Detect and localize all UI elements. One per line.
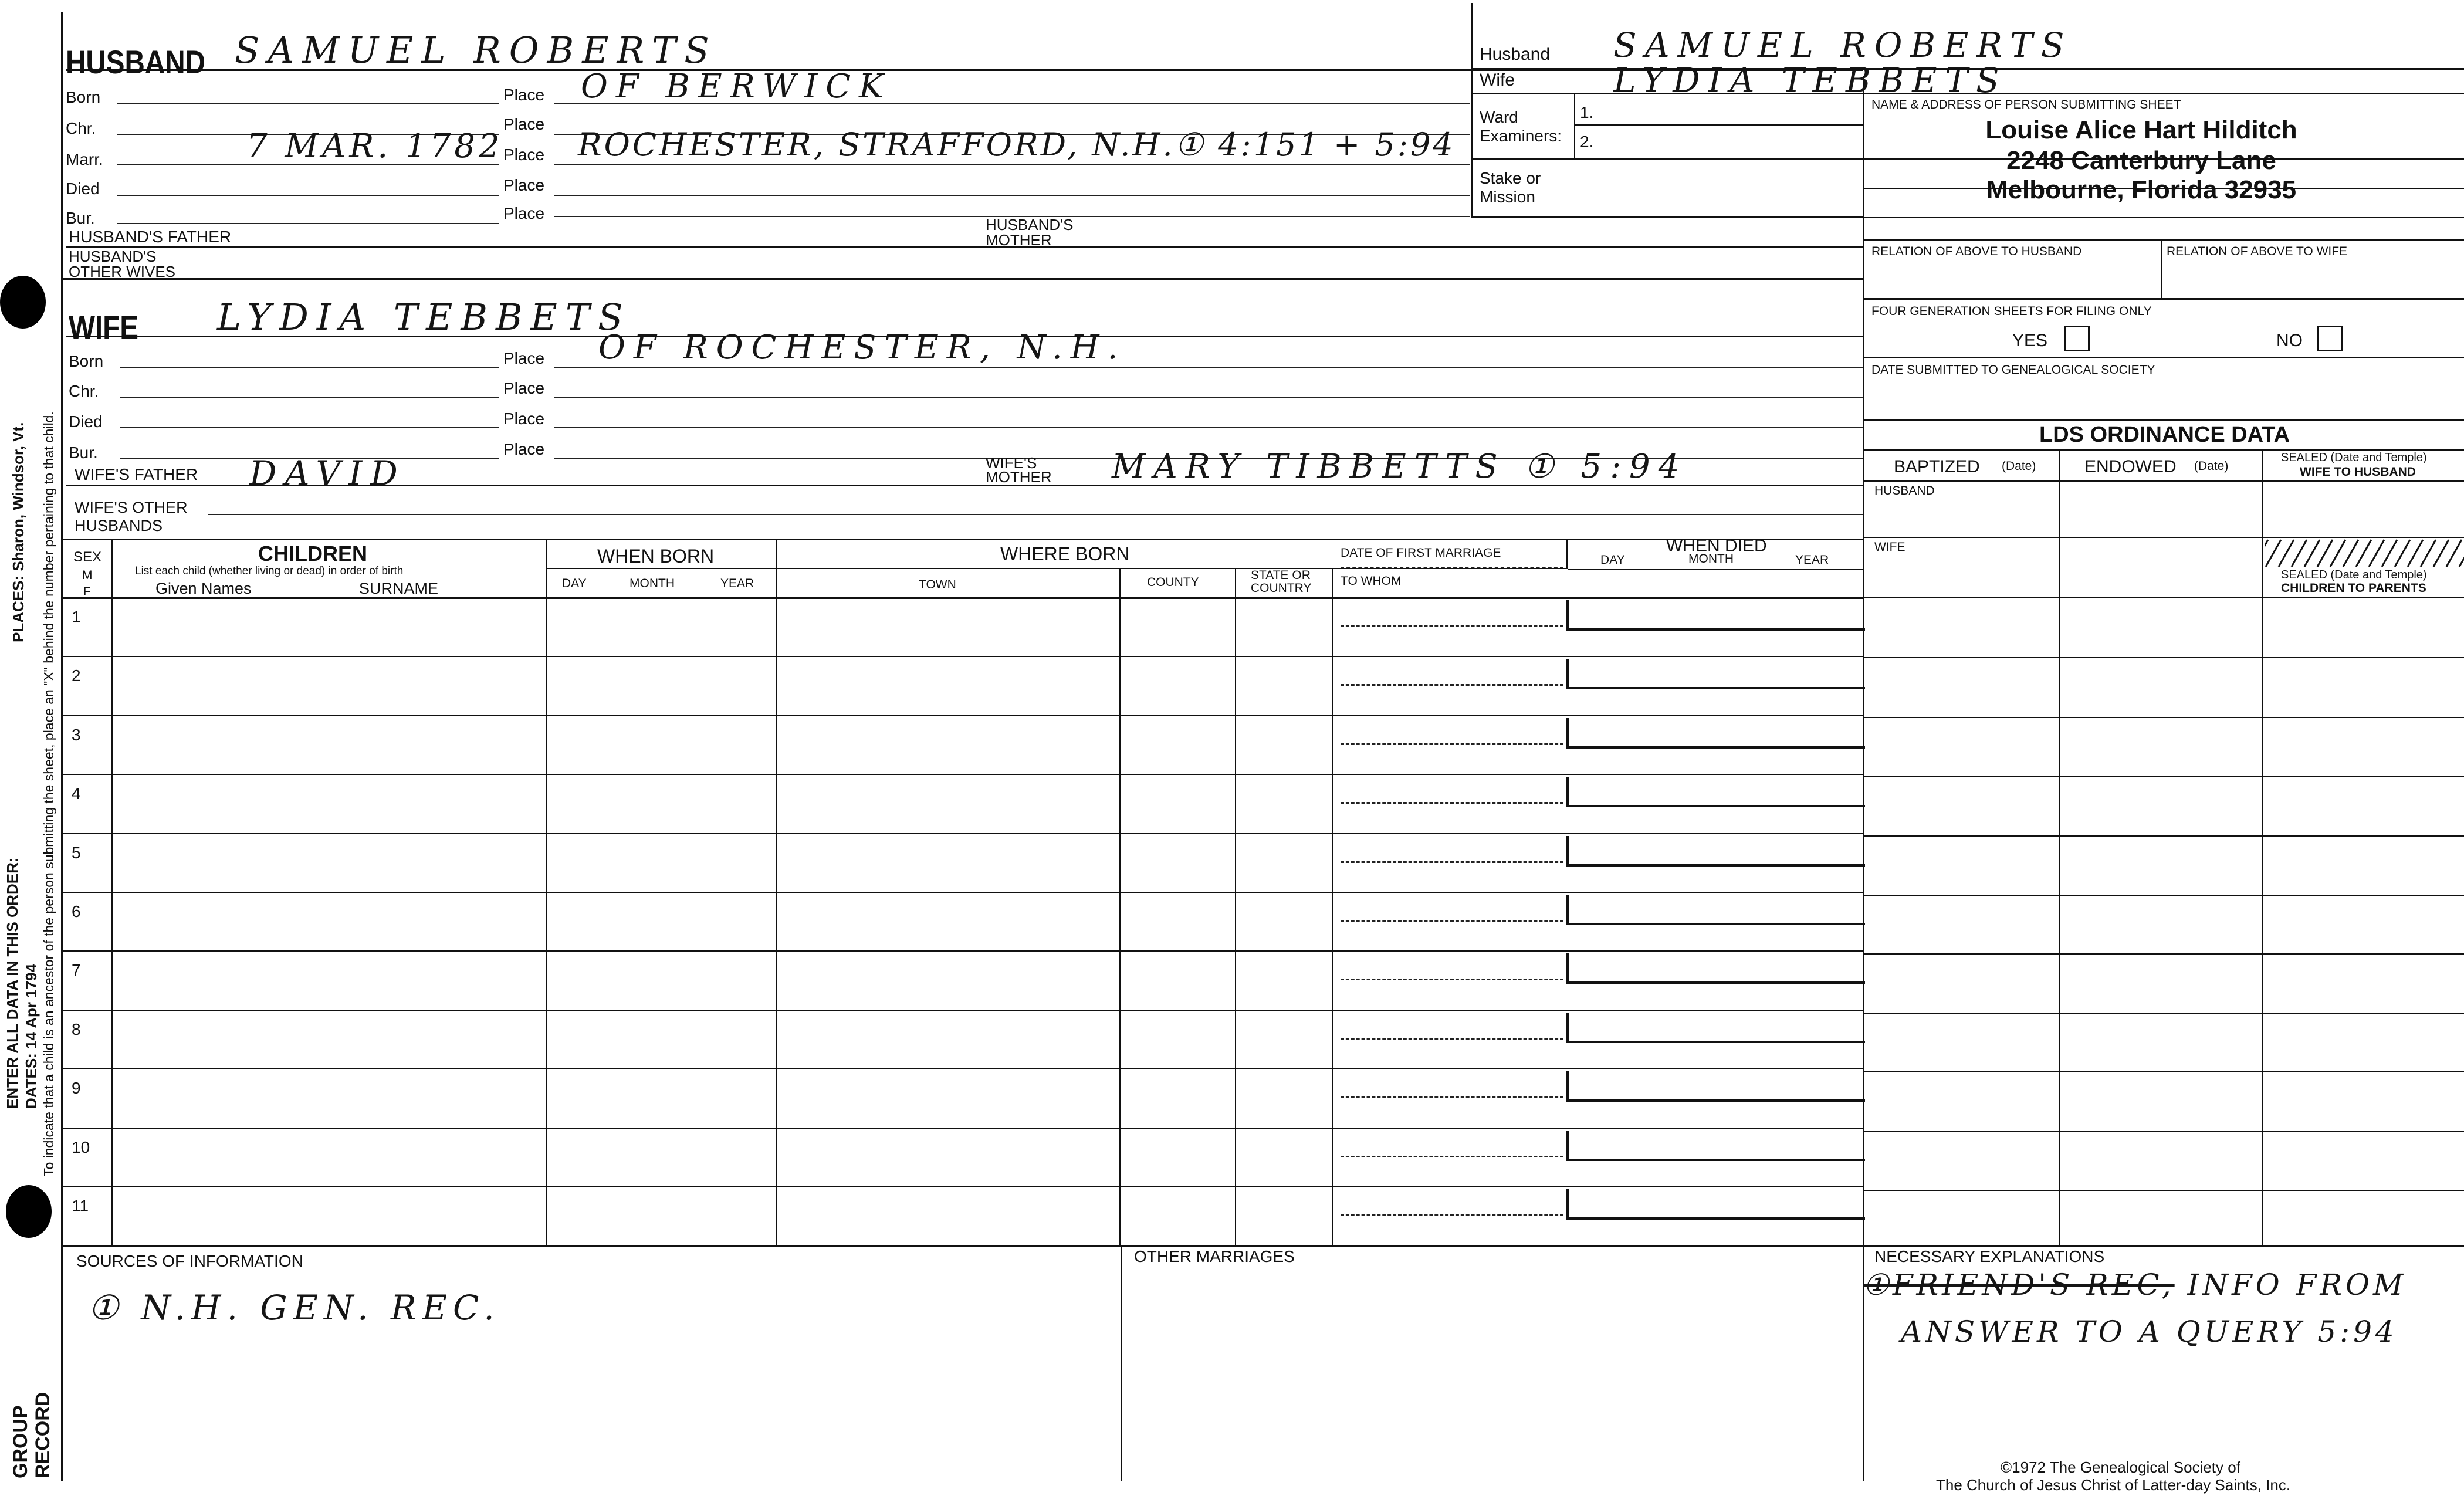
when-died-title: WHEN DIED (1666, 536, 1767, 556)
hatch-stroke (2421, 540, 2436, 567)
child-row-divider (61, 892, 1863, 893)
hatch-stroke (2279, 540, 2294, 567)
hatch-stroke (2382, 540, 2397, 567)
hatch-stroke (2330, 540, 2345, 567)
stake-label-2: Mission (1480, 188, 1535, 206)
husband-marr-place-line (554, 164, 1470, 165)
child-row-divider (61, 833, 1863, 834)
sex-m: M (82, 568, 93, 582)
husband-died-place-label: Place (503, 176, 545, 194)
hatch-stroke (2395, 540, 2410, 567)
died-year: YEAR (1795, 553, 1829, 567)
where-town: TOWN (919, 578, 956, 591)
header-wife-top-line (1471, 68, 2464, 70)
husband-born-place-label: Place (503, 86, 545, 104)
lds-header-bottom (1863, 480, 2464, 482)
husband-title: HUSBAND (66, 43, 205, 80)
sex-f: F (83, 585, 91, 598)
child-row-number: 4 (72, 784, 81, 803)
lds-sealed-children-2: CHILDREN TO PARENTS (2281, 581, 2426, 595)
yes-checkbox[interactable] (2064, 326, 2090, 351)
child-row-number: 6 (72, 902, 81, 920)
relation-divider (2161, 239, 2162, 299)
wife-chr-line (120, 397, 499, 398)
child-marriage-dash (1341, 743, 1563, 745)
wife-father-name: DAVID (249, 453, 406, 493)
relation-husband-label: RELATION OF ABOVE TO HUSBAND (1871, 245, 2082, 258)
margin-dates: DATES: 14 Apr 1794 (22, 963, 40, 1109)
wife-born-place-label: Place (503, 349, 545, 367)
examiner-2: 2. (1580, 133, 1594, 151)
child-row-divider (61, 715, 1863, 716)
wife-died-line (120, 427, 499, 428)
where-born-title: WHERE BORN (1000, 543, 1130, 564)
sources-label: SOURCES OF INFORMATION (76, 1252, 303, 1270)
child-marriage-dash (1341, 920, 1563, 922)
lds-row-divider (1863, 1013, 2464, 1014)
husband-mother-label-2: MOTHER (986, 231, 1052, 249)
first-marriage-label: DATE OF FIRST MARRIAGE (1341, 546, 1501, 560)
children-title: CHILDREN (258, 541, 367, 566)
header-husband-label: Husband (1480, 45, 1551, 64)
child-row-number: 8 (72, 1020, 81, 1038)
explanation-line-1 (1863, 1268, 2407, 1302)
header-wife-line (1471, 93, 2464, 94)
copyright-2: The Church of Jesus Christ of Latter-day Saints, Inc. (1936, 1476, 2291, 1494)
child-row-number: 1 (72, 608, 81, 626)
child-died-bracket (1566, 953, 1865, 984)
children-died-col (1566, 539, 1568, 569)
lds-baptized: BAPTIZED (1894, 457, 1980, 476)
lds-sealed-2: WIFE TO HUSBAND (2300, 465, 2416, 479)
wife-other-husbands-line (208, 514, 1863, 515)
lds-hatch (2265, 539, 2464, 568)
wife-born-label: Born (69, 352, 104, 370)
wife-born-place: OF ROCHESTER, N.H. (598, 329, 1126, 367)
where-county: COUNTY (1147, 576, 1199, 589)
child-row-number: 2 (72, 666, 81, 685)
lds-row-divider (1863, 717, 2464, 718)
wife-mother-label-2: MOTHER (986, 468, 1052, 486)
wife-other-husbands-2: HUSBANDS (75, 517, 163, 534)
submitter-guide-2 (1863, 188, 2464, 189)
husband-mother-label-1: HUSBAND'S (986, 216, 1074, 233)
husband-marr-place-label: Place (503, 145, 545, 164)
lds-husband-bottom (1863, 537, 2464, 538)
margin-places: PLACES: Sharon, Windsor, Vt. (9, 422, 27, 642)
lds-row-divider (1863, 776, 2464, 777)
husband-bur-label: Bur. (66, 209, 95, 227)
child-row-divider (61, 1068, 1863, 1069)
relation-bottom (1863, 298, 2464, 300)
relation-wife-label: RELATION OF ABOVE TO WIFE (2167, 245, 2348, 258)
lds-wife-label: WIFE (1874, 540, 1905, 554)
husband-bur-place-label: Place (503, 204, 545, 222)
born-day: DAY (562, 577, 587, 590)
husband-other-wives-1: HUSBAND'S (69, 248, 157, 265)
child-marriage-dash (1341, 1038, 1563, 1040)
husband-bur-line (117, 223, 499, 224)
child-died-bracket (1566, 836, 1865, 867)
lds-baptized-date: (Date) (2002, 459, 2036, 473)
where-state-2: COUNTRY (1251, 581, 1312, 595)
punch-hole-top (0, 276, 46, 329)
children-state-col (1332, 568, 1333, 1245)
husband-chr-label: Chr. (66, 119, 96, 137)
husband-name: SAMUEL ROBERTS (235, 29, 717, 72)
child-marriage-dash (1341, 625, 1563, 627)
submitter-name: Louise Alice Hart Hilditch (1985, 116, 2297, 144)
wife-born-place-line (554, 367, 1863, 368)
wife-title: WIFE (69, 309, 138, 346)
husband-marr-label: Marr. (66, 150, 103, 168)
children-surname: SURNAME (359, 580, 439, 597)
wife-chr-label: Chr. (69, 382, 99, 400)
punch-hole-bottom (6, 1185, 52, 1238)
submitter-guide-3 (1863, 217, 2464, 218)
wife-mother-name: MARY TIBBETTS ① 5:94 (1112, 448, 1688, 486)
no-checkbox[interactable] (2317, 326, 2343, 351)
lds-row-divider (1863, 1190, 2464, 1191)
husband-marr-date: 7 MAR. 1782 (246, 127, 503, 165)
child-marriage-dash (1341, 684, 1563, 686)
header-right-divider (1471, 3, 1473, 217)
submitter-street: 2248 Canterbury Lane (2006, 146, 2276, 175)
left-frame (61, 12, 63, 1481)
child-died-bracket (1566, 1013, 1865, 1043)
no-label: NO (2276, 331, 2303, 350)
husband-father-line (66, 246, 1863, 248)
margin-record: RECORD (32, 1392, 54, 1478)
child-row-number: 7 (72, 961, 81, 980)
child-row-divider (61, 656, 1863, 657)
lds-row-divider (1863, 953, 2464, 955)
wife-died-label: Died (69, 412, 103, 431)
husband-born-line (117, 103, 499, 104)
died-month: MONTH (1688, 552, 1734, 566)
husband-chr-place-label: Place (503, 115, 545, 133)
child-row-number: 9 (72, 1079, 81, 1098)
explanation-text-1: INFO FROM (2174, 1268, 2407, 1302)
born-month: MONTH (629, 577, 675, 590)
lds-row-divider (1863, 1071, 2464, 1072)
child-marriage-dash (1341, 1214, 1563, 1216)
died-day: DAY (1600, 553, 1625, 567)
child-row-divider (61, 1128, 1863, 1129)
children-table-bottom (61, 1245, 2464, 1247)
where-state-1: STATE OR (1251, 568, 1311, 582)
children-died-subline (1568, 569, 1863, 570)
husband-died-label: Died (66, 180, 100, 198)
lds-husband-label: HUSBAND (1874, 484, 1935, 497)
hatch-stroke (2408, 540, 2423, 567)
lds-row-divider (1863, 1131, 2464, 1132)
wife-died-place-line (554, 427, 1863, 428)
wife-died-place-label: Place (503, 409, 545, 428)
wife-bur-place-label: Place (503, 440, 545, 458)
born-year: YEAR (720, 577, 754, 590)
child-row-divider (61, 1010, 1863, 1011)
yes-label: YES (2012, 331, 2048, 350)
hatch-stroke (2317, 540, 2333, 567)
children-header-bottom (61, 597, 1863, 599)
examiners-label: Examiners: (1480, 127, 1562, 145)
lds-endowed-date: (Date) (2194, 459, 2229, 473)
header-right-bottom-line (1471, 216, 1863, 218)
hatch-stroke (2343, 540, 2358, 567)
child-died-bracket (1566, 1131, 1865, 1161)
hatch-stroke (2356, 540, 2371, 567)
lds-wife-bottom (1863, 597, 2464, 598)
child-row-number: 5 (72, 843, 81, 862)
hatch-stroke (2433, 540, 2449, 567)
four-gen-bottom (1863, 357, 2464, 358)
lds-sealed-1: SEALED (Date and Temple) (2281, 451, 2427, 464)
hatch-stroke (2266, 540, 2281, 567)
husband-died-place-line (554, 195, 1470, 196)
four-gen-label: FOUR GENERATION SHEETS FOR FILING ONLY (1871, 304, 2152, 318)
wife-father-line (66, 485, 1863, 486)
child-row-number: 3 (72, 725, 81, 744)
child-died-bracket (1566, 1071, 1865, 1102)
explanation-struck: ①FRIEND'S REC, (1863, 1268, 2175, 1302)
stake-label-1: Stake or (1480, 169, 1541, 187)
lds-row-divider (1863, 835, 2464, 837)
wife-other-husbands-1: WIFE'S OTHER (75, 499, 188, 516)
wife-bur-label: Bur. (69, 444, 98, 462)
lds-title: LDS ORDINANCE DATA (2039, 422, 2290, 447)
submitter-bottom (1863, 239, 2464, 241)
husband-born-label: Born (66, 88, 101, 106)
margin-group: GROUP (9, 1405, 32, 1478)
lds-col-1 (2059, 449, 2060, 1245)
husband-died-line (117, 195, 499, 196)
husband-marr-place: ROCHESTER, STRAFFORD, N.H.① 4:151 + 5:94 (578, 126, 1456, 163)
wife-mother-label-1: WIFE'S (986, 454, 1037, 472)
children-given: Given Names (155, 580, 252, 597)
child-died-bracket (1566, 895, 1865, 925)
child-died-bracket (1566, 718, 1865, 749)
sex-label: SEX (73, 549, 102, 565)
ward-label: Ward (1480, 108, 1518, 126)
when-born-title: WHEN BORN (597, 546, 715, 567)
child-row-divider (61, 1186, 1863, 1187)
header-wife-label: Wife (1480, 70, 1515, 90)
ward-bottom-line (1471, 158, 1863, 160)
child-row-divider (61, 774, 1863, 775)
children-town-col (1119, 568, 1121, 1245)
header-wife-name: LYDIA TEBBETS (1613, 60, 2008, 100)
hatch-stroke (2304, 540, 2320, 567)
submitter-header: NAME & ADDRESS OF PERSON SUBMITTING SHEET (1871, 98, 2181, 111)
child-marriage-dash (1341, 1156, 1563, 1157)
child-row-divider (61, 950, 1863, 952)
hatch-stroke (2369, 540, 2384, 567)
husband-block-bottom (61, 278, 1863, 280)
lds-col-2 (2262, 449, 2263, 1245)
child-row-number: 10 (72, 1138, 90, 1156)
children-county-col (1235, 568, 1236, 1245)
child-marriage-dash (1341, 861, 1563, 863)
other-marriages-divider (1121, 1245, 1122, 1481)
header-husband-name: SAMUEL ROBERTS (1613, 25, 2073, 65)
children-instructions: List each child (whether living or dead) in order of birth (135, 565, 404, 577)
child-marriage-dash (1341, 1096, 1563, 1098)
child-died-bracket (1566, 600, 1865, 631)
lds-sealed-children-1: SEALED (Date and Temple) (2281, 568, 2427, 581)
wife-name: LYDIA TEBBETS (217, 296, 631, 339)
hatch-stroke (2446, 540, 2462, 567)
copyright-1: ©1972 The Genealogical Society of (2001, 1458, 2240, 1476)
wife-block-bottom (61, 539, 1863, 540)
lds-row-divider (1863, 895, 2464, 896)
examiner-1-line (1574, 124, 1863, 126)
husband-born-place: OF BERWICK (581, 67, 892, 106)
lds-row-divider (1863, 657, 2464, 658)
husband-other-wives-2: OTHER WIVES (69, 263, 176, 280)
sources-value: ① N.H. GEN. REC. (88, 1288, 500, 1328)
child-died-bracket (1566, 777, 1865, 807)
wife-father-label: WIFE'S FATHER (75, 465, 198, 483)
examiner-1: 1. (1580, 103, 1594, 121)
child-row-number: 11 (72, 1197, 89, 1215)
wife-chr-place-line (554, 397, 1863, 398)
child-died-bracket (1566, 1189, 1865, 1220)
ward-divider (1574, 94, 1575, 158)
child-marriage-dash (1341, 802, 1563, 804)
margin-enter: ENTER ALL DATA IN THIS ORDER: (4, 857, 21, 1109)
wife-chr-place-label: Place (503, 379, 545, 397)
lds-title-bottom (1863, 449, 2464, 451)
date-submitted-label: DATE SUBMITTED TO GENEALOGICAL SOCIETY (1871, 363, 2155, 377)
husband-father-label: HUSBAND'S FATHER (69, 228, 232, 246)
children-subheader-line (546, 568, 1568, 569)
submitter-guide-1 (1863, 158, 2464, 160)
lds-endowed: ENDOWED (2084, 457, 2177, 476)
explanation-line-2: ANSWER TO A QUERY 5:94 (1901, 1315, 2398, 1349)
hatch-stroke (2292, 540, 2307, 567)
submitter-city: Melbourne, Florida 32935 (1986, 175, 2297, 204)
child-marriage-dash (1341, 979, 1563, 980)
date-submitted-bottom (1863, 419, 2464, 421)
other-marriages-label: OTHER MARRIAGES (1134, 1247, 1295, 1265)
margin-indicate: To indicate that a child is an ancestor of the person submitting the sheet, place an "X" behind the number pertaining to that child. (41, 411, 56, 1176)
explanations-label: NECESSARY EXPLANATIONS (1874, 1247, 2105, 1265)
to-whom-label: TO WHOM (1341, 574, 1402, 588)
wife-born-line (120, 367, 499, 368)
child-died-bracket (1566, 659, 1865, 689)
